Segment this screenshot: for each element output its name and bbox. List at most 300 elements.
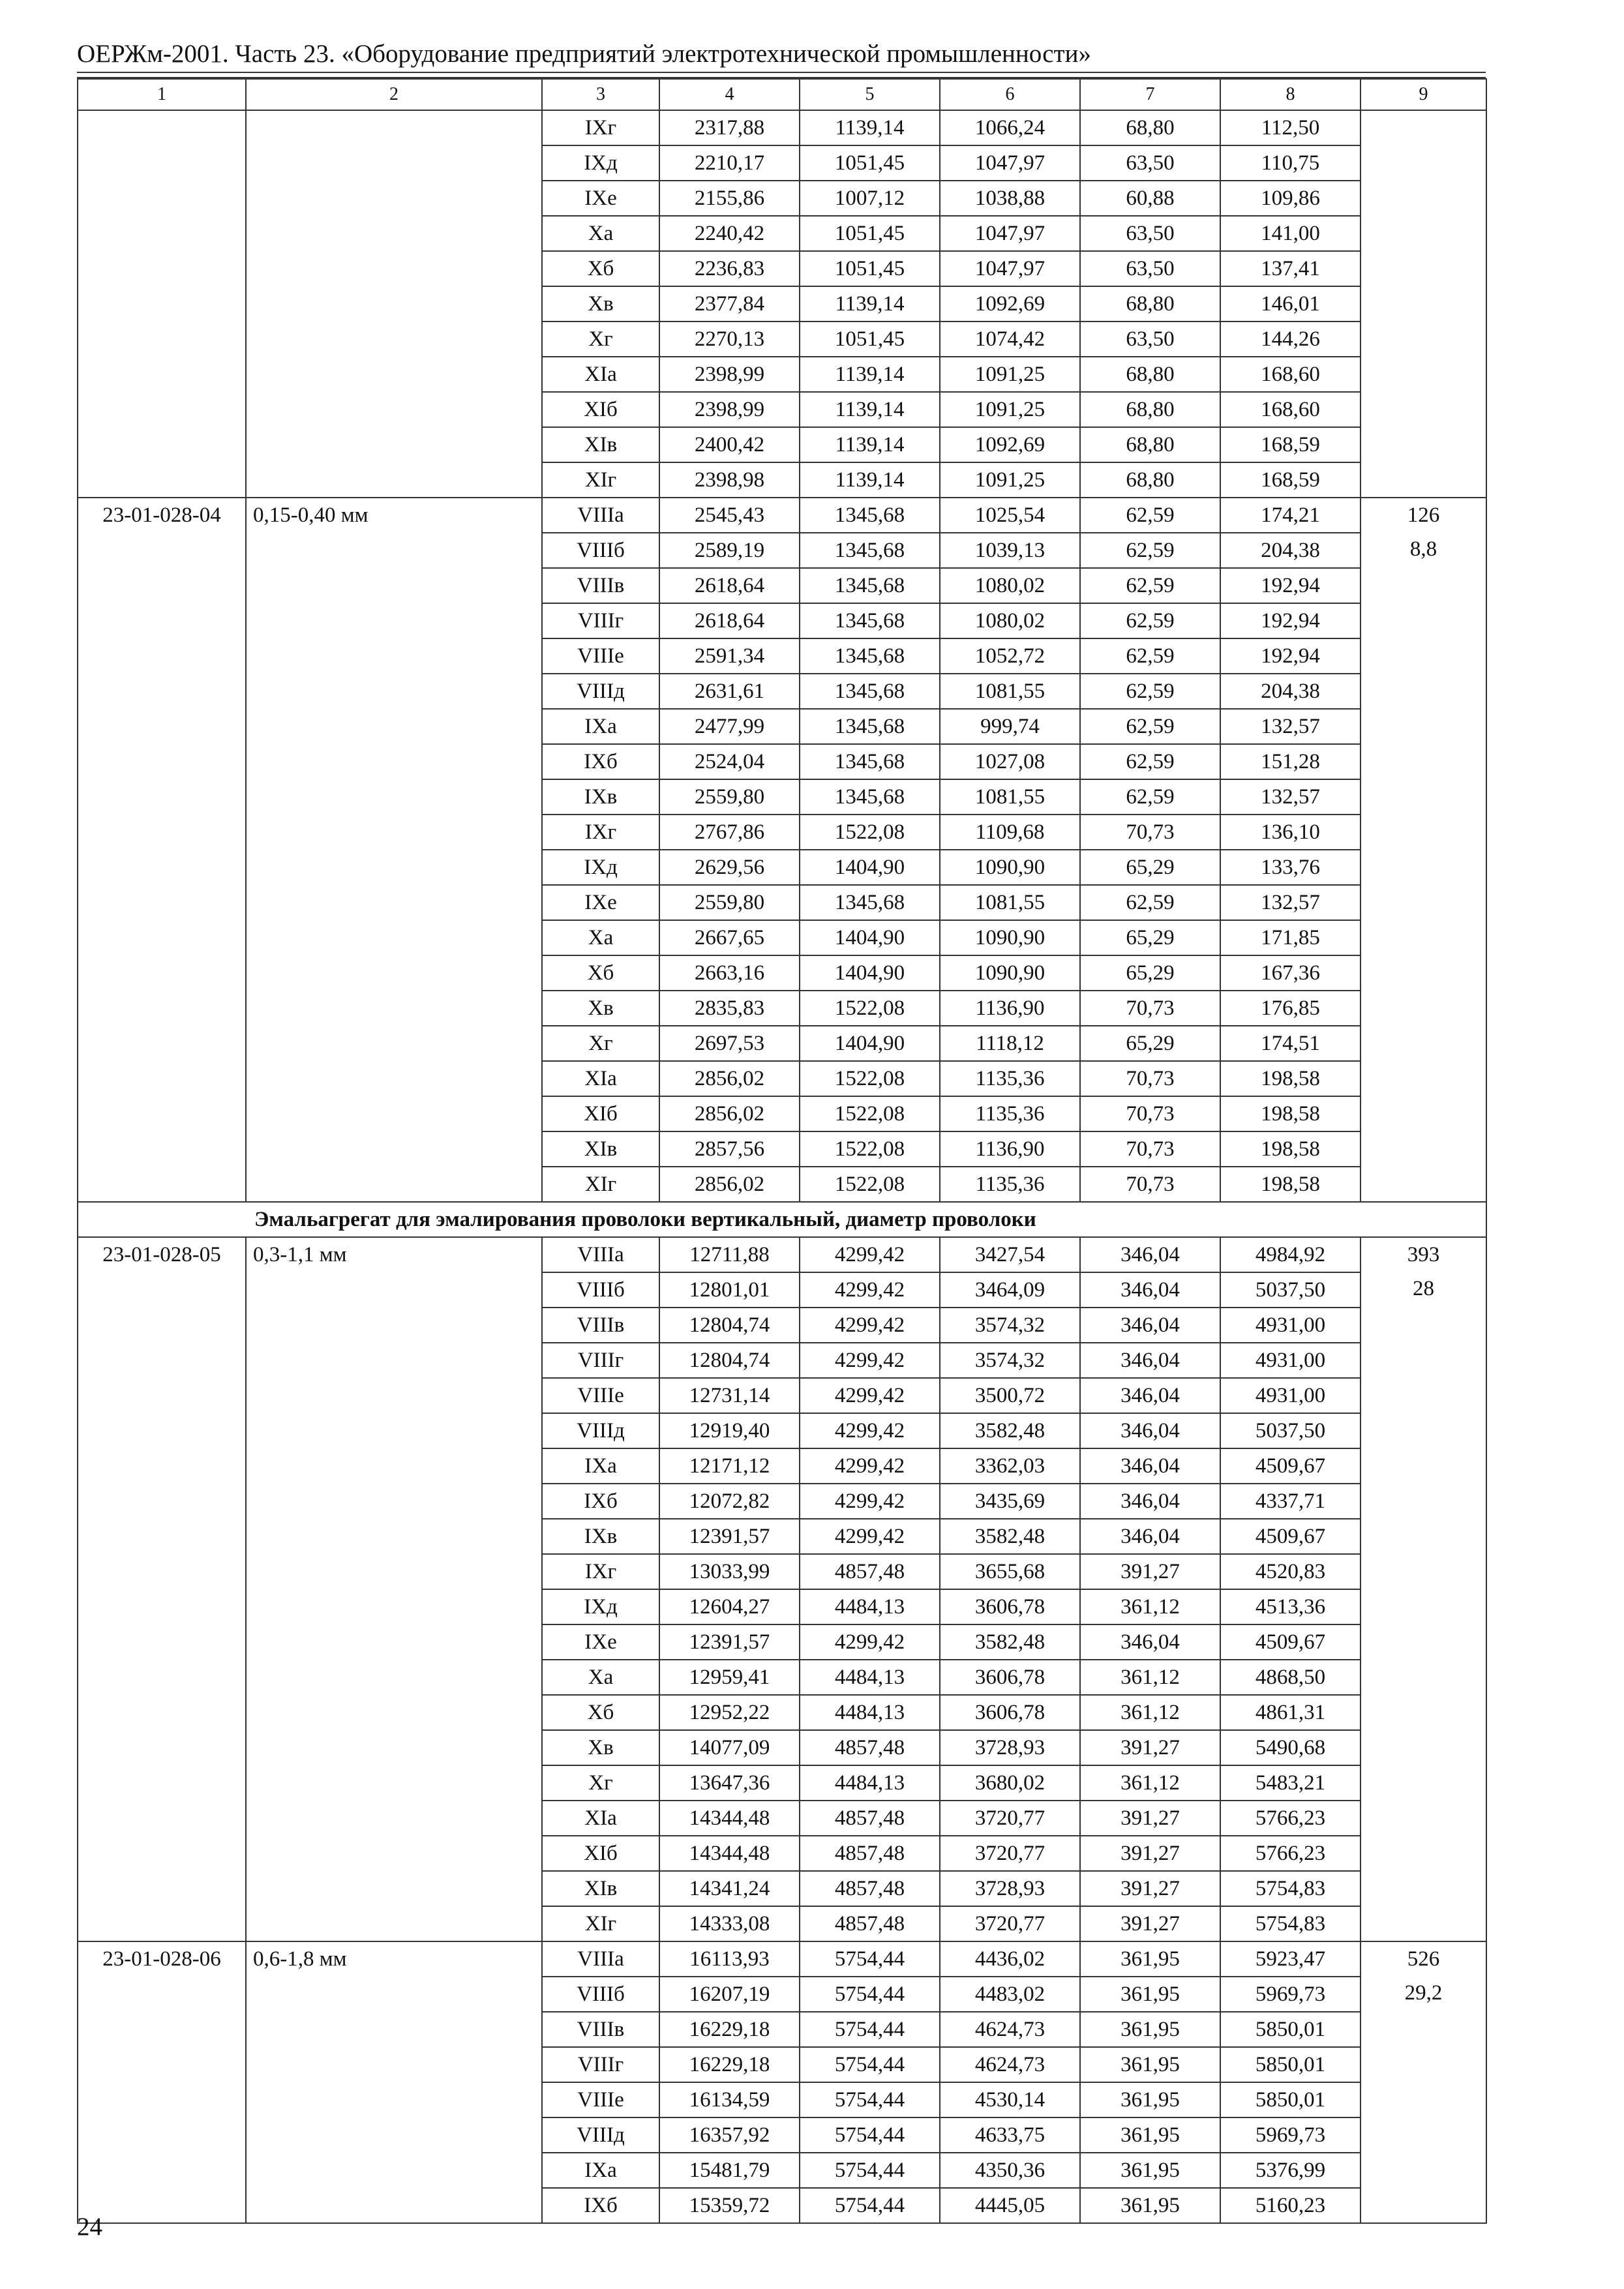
cost-machinist-wages: 65,29 (1080, 955, 1220, 991)
cost-materials: 132,57 (1220, 885, 1361, 920)
region-code: XIв (542, 1871, 659, 1906)
cost-machines: 1136,90 (940, 1131, 1080, 1167)
region-code: IXб (542, 744, 659, 779)
cost-machinist-wages: 391,27 (1080, 1836, 1220, 1871)
cost-machinist-wages: 391,27 (1080, 1554, 1220, 1589)
cost-machinist-wages: 391,27 (1080, 1906, 1220, 1941)
cost-materials: 5037,50 (1220, 1413, 1361, 1448)
labor-cost-value: 8,8 (1409, 537, 1437, 561)
cost-wages: 1139,14 (800, 357, 940, 392)
cost-wages: 1522,08 (800, 815, 940, 850)
cost-machines: 1091,25 (940, 357, 1080, 392)
cost-total: 13033,99 (659, 1554, 800, 1589)
region-code: IXг (542, 1554, 659, 1589)
cost-machines: 1027,08 (940, 744, 1080, 779)
region-code: VIIIа (542, 1941, 659, 1977)
cost-machinist-wages: 346,04 (1080, 1624, 1220, 1660)
region-code: VIIIв (542, 568, 659, 603)
cost-materials: 4861,31 (1220, 1695, 1361, 1730)
cost-machines: 1091,25 (940, 462, 1080, 498)
cost-machinist-wages: 361,95 (1080, 2153, 1220, 2188)
cost-machines: 1080,02 (940, 603, 1080, 638)
cost-materials: 192,94 (1220, 603, 1361, 638)
region-code: IXа (542, 1448, 659, 1484)
page-number: 24 (77, 2213, 102, 2241)
cost-wages: 1345,68 (800, 779, 940, 815)
cost-materials: 144,26 (1220, 322, 1361, 357)
cost-total: 2398,99 (659, 392, 800, 427)
cost-total: 2240,42 (659, 216, 800, 251)
item-code: 23-01-028-05 (78, 1237, 246, 1941)
cost-wages: 1522,08 (800, 1131, 940, 1167)
cost-materials: 5969,73 (1220, 2117, 1361, 2153)
region-code: XIг (542, 1167, 659, 1202)
column-number: 2 (246, 79, 542, 110)
cost-machines: 3427,54 (940, 1237, 1080, 1272)
cost-materials: 141,00 (1220, 216, 1361, 251)
region-code: Xг (542, 322, 659, 357)
cost-wages: 4299,42 (800, 1378, 940, 1413)
cost-wages: 1007,12 (800, 181, 940, 216)
cost-total: 12952,22 (659, 1695, 800, 1730)
labor-cost-value: 126 (1407, 503, 1440, 527)
page-header-title: ОЕРЖм-2001. Часть 23. «Оборудование предприятий электротехнической промышленности» (77, 40, 1091, 68)
region-code: Xв (542, 1730, 659, 1765)
cost-total: 12391,57 (659, 1624, 800, 1660)
cost-materials: 168,59 (1220, 462, 1361, 498)
cost-machines: 1081,55 (940, 885, 1080, 920)
region-code: IXв (542, 1519, 659, 1554)
cost-materials: 4513,36 (1220, 1589, 1361, 1624)
cost-wages: 1051,45 (800, 216, 940, 251)
cost-machines: 4483,02 (940, 1977, 1080, 2012)
cost-materials: 4520,83 (1220, 1554, 1361, 1589)
cost-materials: 192,94 (1220, 568, 1361, 603)
cost-machines: 4624,73 (940, 2047, 1080, 2082)
cost-wages: 1345,68 (800, 744, 940, 779)
cost-machinist-wages: 361,95 (1080, 2188, 1220, 2223)
cost-machines: 1135,36 (940, 1096, 1080, 1131)
cost-wages: 5754,44 (800, 2188, 940, 2223)
cost-total: 2618,64 (659, 568, 800, 603)
cost-wages: 1051,45 (800, 145, 940, 181)
cost-machines: 4530,14 (940, 2082, 1080, 2117)
cost-wages: 4299,42 (800, 1308, 940, 1343)
region-code: IXг (542, 815, 659, 850)
region-code: XIа (542, 357, 659, 392)
region-code: IXа (542, 709, 659, 744)
section-row (78, 1202, 1486, 1237)
region-code: VIIIе (542, 638, 659, 674)
cost-materials: 198,58 (1220, 1096, 1361, 1131)
cost-materials: 5490,68 (1220, 1730, 1361, 1765)
cost-materials: 4931,00 (1220, 1343, 1361, 1378)
cost-materials: 4509,67 (1220, 1448, 1361, 1484)
region-code: IXе (542, 181, 659, 216)
cost-machines: 1090,90 (940, 955, 1080, 991)
cost-machines: 3464,09 (940, 1272, 1080, 1308)
cost-machinist-wages: 65,29 (1080, 920, 1220, 955)
cost-total: 12959,41 (659, 1660, 800, 1695)
region-code: IXб (542, 1484, 659, 1519)
cost-machines: 1074,42 (940, 322, 1080, 357)
column-number-row (78, 79, 1486, 110)
cost-machinist-wages: 68,80 (1080, 392, 1220, 427)
cost-total: 16357,92 (659, 2117, 800, 2153)
region-code: IXе (542, 885, 659, 920)
cost-machines: 3606,78 (940, 1660, 1080, 1695)
item-description (246, 110, 542, 498)
cost-machinist-wages: 70,73 (1080, 1167, 1220, 1202)
cost-total: 16207,19 (659, 1977, 800, 2012)
cost-total: 2667,65 (659, 920, 800, 955)
cost-wages: 1345,68 (800, 568, 940, 603)
column-number: 9 (1361, 79, 1486, 110)
cost-machinist-wages: 361,95 (1080, 1941, 1220, 1977)
cost-materials: 5969,73 (1220, 1977, 1361, 2012)
cost-total: 2856,02 (659, 1167, 800, 1202)
cost-wages: 1139,14 (800, 462, 940, 498)
cost-wages: 1404,90 (800, 920, 940, 955)
cost-machinist-wages: 70,73 (1080, 815, 1220, 850)
cost-machinist-wages: 68,80 (1080, 357, 1220, 392)
cost-machinist-wages: 391,27 (1080, 1730, 1220, 1765)
cost-machines: 3435,69 (940, 1484, 1080, 1519)
cost-total: 16134,59 (659, 2082, 800, 2117)
cost-total: 2835,83 (659, 991, 800, 1026)
cost-machinist-wages: 70,73 (1080, 1131, 1220, 1167)
region-code: IXе (542, 1624, 659, 1660)
region-code: VIIIг (542, 2047, 659, 2082)
region-code: IXд (542, 1589, 659, 1624)
item-description: 0,6-1,8 мм (246, 1941, 542, 2223)
cost-materials: 198,58 (1220, 1131, 1361, 1167)
cost-wages: 1051,45 (800, 322, 940, 357)
cost-machinist-wages: 62,59 (1080, 603, 1220, 638)
region-code: VIIIе (542, 2082, 659, 2117)
region-code: IXд (542, 145, 659, 181)
cost-total: 2524,04 (659, 744, 800, 779)
labor-cost-value: 526 (1407, 1947, 1440, 1971)
cost-total: 2155,86 (659, 181, 800, 216)
table-row (78, 1941, 1486, 1977)
cost-total: 2317,88 (659, 110, 800, 145)
cost-wages: 5754,44 (800, 2012, 940, 2047)
cost-machines: 1038,88 (940, 181, 1080, 216)
cost-wages: 4857,48 (800, 1801, 940, 1836)
cost-wages: 1139,14 (800, 427, 940, 462)
region-code: VIIIв (542, 2012, 659, 2047)
cost-machines: 3680,02 (940, 1765, 1080, 1801)
region-code: Xг (542, 1765, 659, 1801)
region-code: VIIIв (542, 1308, 659, 1343)
cost-total: 2400,42 (659, 427, 800, 462)
cost-materials: 174,51 (1220, 1026, 1361, 1061)
cost-machinist-wages: 62,59 (1080, 533, 1220, 568)
cost-wages: 4857,48 (800, 1554, 940, 1589)
cost-machinist-wages: 68,80 (1080, 462, 1220, 498)
item-code (78, 110, 246, 498)
cost-machinist-wages: 62,59 (1080, 885, 1220, 920)
cost-machines: 3574,32 (940, 1343, 1080, 1378)
cost-machinist-wages: 68,80 (1080, 110, 1220, 145)
cost-total: 2236,83 (659, 251, 800, 286)
cost-materials: 112,50 (1220, 110, 1361, 145)
cost-machinist-wages: 62,59 (1080, 674, 1220, 709)
cost-wages: 1139,14 (800, 286, 940, 322)
region-code: Xг (542, 1026, 659, 1061)
cost-total: 2377,84 (659, 286, 800, 322)
labor-cost-value: 28 (1413, 1277, 1434, 1300)
cost-total: 2591,34 (659, 638, 800, 674)
region-code: XIб (542, 1836, 659, 1871)
item-description: 0,15-0,40 мм (246, 498, 542, 1202)
cost-materials: 4337,71 (1220, 1484, 1361, 1519)
cost-machines: 3582,48 (940, 1624, 1080, 1660)
cost-machinist-wages: 70,73 (1080, 1061, 1220, 1096)
cost-total: 2559,80 (659, 779, 800, 815)
cost-machinist-wages: 62,59 (1080, 709, 1220, 744)
cost-total: 2697,53 (659, 1026, 800, 1061)
cost-machines: 4436,02 (940, 1941, 1080, 1977)
cost-machines: 3582,48 (940, 1413, 1080, 1448)
cost-machinist-wages: 68,80 (1080, 427, 1220, 462)
region-code: XIв (542, 427, 659, 462)
cost-materials: 171,85 (1220, 920, 1361, 955)
cost-materials: 146,01 (1220, 286, 1361, 322)
column-number: 7 (1080, 79, 1220, 110)
cost-total: 12801,01 (659, 1272, 800, 1308)
cost-wages: 4484,13 (800, 1589, 940, 1624)
region-code: XIб (542, 392, 659, 427)
cost-machinist-wages: 391,27 (1080, 1871, 1220, 1906)
cost-total: 2477,99 (659, 709, 800, 744)
cost-total: 2398,98 (659, 462, 800, 498)
cost-wages: 4299,42 (800, 1237, 940, 1272)
cost-machines: 3574,32 (940, 1308, 1080, 1343)
cost-machines: 1052,72 (940, 638, 1080, 674)
cost-total: 2857,56 (659, 1131, 800, 1167)
column-number: 1 (78, 79, 246, 110)
cost-wages: 4857,48 (800, 1906, 940, 1941)
cost-wages: 1139,14 (800, 392, 940, 427)
labor-cost-cell (1361, 1941, 1486, 2223)
cost-materials: 4931,00 (1220, 1308, 1361, 1343)
cost-total: 2663,16 (659, 955, 800, 991)
region-code: VIIIг (542, 1343, 659, 1378)
cost-materials: 198,58 (1220, 1167, 1361, 1202)
cost-machines: 1092,69 (940, 427, 1080, 462)
cost-total: 16229,18 (659, 2047, 800, 2082)
cost-total: 2270,13 (659, 322, 800, 357)
cost-machines: 3606,78 (940, 1695, 1080, 1730)
region-code: Xа (542, 216, 659, 251)
region-code: IXа (542, 2153, 659, 2188)
cost-wages: 1139,14 (800, 110, 940, 145)
cost-materials: 4984,92 (1220, 1237, 1361, 1272)
cost-machinist-wages: 70,73 (1080, 1096, 1220, 1131)
header-rule (77, 72, 1486, 73)
cost-total: 2398,99 (659, 357, 800, 392)
cost-machines: 1109,68 (940, 815, 1080, 850)
region-code: VIIIб (542, 533, 659, 568)
item-code: 23-01-028-06 (78, 1941, 246, 2223)
cost-materials: 5923,47 (1220, 1941, 1361, 1977)
cost-machines: 1092,69 (940, 286, 1080, 322)
cost-machinist-wages: 65,29 (1080, 1026, 1220, 1061)
cost-total: 12391,57 (659, 1519, 800, 1554)
cost-machinist-wages: 346,04 (1080, 1519, 1220, 1554)
cost-total: 12804,74 (659, 1308, 800, 1343)
cost-machines: 1135,36 (940, 1061, 1080, 1096)
cost-materials: 5766,23 (1220, 1801, 1361, 1836)
cost-total: 2210,17 (659, 145, 800, 181)
cost-machines: 3728,93 (940, 1871, 1080, 1906)
cost-materials: 133,76 (1220, 850, 1361, 885)
cost-machines: 4350,36 (940, 2153, 1080, 2188)
region-code: XIв (542, 1131, 659, 1167)
column-number: 3 (542, 79, 659, 110)
cost-machinist-wages: 63,50 (1080, 216, 1220, 251)
cost-wages: 1345,68 (800, 885, 940, 920)
cost-wages: 4299,42 (800, 1624, 940, 1660)
cost-total: 12604,27 (659, 1589, 800, 1624)
cost-machinist-wages: 361,95 (1080, 2117, 1220, 2153)
cost-machines: 1090,90 (940, 850, 1080, 885)
cost-machines: 1081,55 (940, 674, 1080, 709)
cost-wages: 4299,42 (800, 1343, 940, 1378)
cost-machinist-wages: 62,59 (1080, 568, 1220, 603)
cost-machines: 1135,36 (940, 1167, 1080, 1202)
region-code: VIIIа (542, 498, 659, 533)
cost-total: 12072,82 (659, 1484, 800, 1519)
cost-materials: 5850,01 (1220, 2047, 1361, 2082)
cost-materials: 132,57 (1220, 779, 1361, 815)
cost-materials: 176,85 (1220, 991, 1361, 1026)
region-code: Xа (542, 1660, 659, 1695)
cost-wages: 4857,48 (800, 1836, 940, 1871)
region-code: XIг (542, 1906, 659, 1941)
column-number: 5 (800, 79, 940, 110)
cost-machinist-wages: 361,95 (1080, 2012, 1220, 2047)
cost-machines: 3720,77 (940, 1836, 1080, 1871)
cost-wages: 1345,68 (800, 638, 940, 674)
cost-materials: 198,58 (1220, 1061, 1361, 1096)
cost-machinist-wages: 346,04 (1080, 1484, 1220, 1519)
cost-materials: 168,60 (1220, 392, 1361, 427)
cost-materials: 137,41 (1220, 251, 1361, 286)
cost-materials: 5160,23 (1220, 2188, 1361, 2223)
cost-materials: 136,10 (1220, 815, 1361, 850)
cost-materials: 168,60 (1220, 357, 1361, 392)
cost-machinist-wages: 63,50 (1080, 322, 1220, 357)
cost-machinist-wages: 361,12 (1080, 1589, 1220, 1624)
cost-total: 15481,79 (659, 2153, 800, 2188)
cost-materials: 4509,67 (1220, 1519, 1361, 1554)
cost-machines: 1047,97 (940, 145, 1080, 181)
cost-machines: 1118,12 (940, 1026, 1080, 1061)
cost-wages: 4299,42 (800, 1484, 940, 1519)
region-code: VIIIе (542, 1378, 659, 1413)
cost-total: 2545,43 (659, 498, 800, 533)
column-number: 4 (659, 79, 800, 110)
region-code: VIIIб (542, 1977, 659, 2012)
section-title: Эмальагрегат для эмалирования проволоки вертикальный, диаметр проволоки (78, 1202, 1486, 1237)
cost-machines: 3582,48 (940, 1519, 1080, 1554)
cost-materials: 5754,83 (1220, 1871, 1361, 1906)
cost-wages: 1404,90 (800, 1026, 940, 1061)
cost-materials: 168,59 (1220, 427, 1361, 462)
cost-total: 12804,74 (659, 1343, 800, 1378)
cost-wages: 1051,45 (800, 251, 940, 286)
cost-total: 12919,40 (659, 1413, 800, 1448)
cost-wages: 5754,44 (800, 2082, 940, 2117)
region-code: XIб (542, 1096, 659, 1131)
cost-wages: 4299,42 (800, 1413, 940, 1448)
cost-materials: 151,28 (1220, 744, 1361, 779)
cost-machinist-wages: 63,50 (1080, 145, 1220, 181)
cost-materials: 174,21 (1220, 498, 1361, 533)
cost-machines: 1081,55 (940, 779, 1080, 815)
region-code: IXг (542, 110, 659, 145)
cost-materials: 5754,83 (1220, 1906, 1361, 1941)
cost-machinist-wages: 65,29 (1080, 850, 1220, 885)
region-code: XIг (542, 462, 659, 498)
cost-wages: 1522,08 (800, 1061, 940, 1096)
cost-wages: 1345,68 (800, 674, 940, 709)
cost-wages: 4857,48 (800, 1730, 940, 1765)
region-code: Xа (542, 920, 659, 955)
cost-total: 14333,08 (659, 1906, 800, 1941)
cost-wages: 4484,13 (800, 1660, 940, 1695)
cost-materials: 5376,99 (1220, 2153, 1361, 2188)
cost-machinist-wages: 391,27 (1080, 1801, 1220, 1836)
region-code: IXв (542, 779, 659, 815)
column-number: 6 (940, 79, 1080, 110)
region-code: Xб (542, 251, 659, 286)
cost-materials: 5766,23 (1220, 1836, 1361, 1871)
cost-total: 12731,14 (659, 1378, 800, 1413)
cost-total: 2631,61 (659, 674, 800, 709)
cost-machines: 4445,05 (940, 2188, 1080, 2223)
cost-wages: 1345,68 (800, 533, 940, 568)
cost-machines: 4633,75 (940, 2117, 1080, 2153)
cost-total: 14344,48 (659, 1836, 800, 1871)
cost-materials: 4509,67 (1220, 1624, 1361, 1660)
cost-materials: 167,36 (1220, 955, 1361, 991)
region-code: VIIIб (542, 1272, 659, 1308)
cost-machinist-wages: 346,04 (1080, 1413, 1220, 1448)
region-code: XIа (542, 1061, 659, 1096)
cost-machinist-wages: 346,04 (1080, 1378, 1220, 1413)
cost-wages: 5754,44 (800, 2153, 940, 2188)
cost-wages: 4299,42 (800, 1272, 940, 1308)
cost-wages: 4857,48 (800, 1871, 940, 1906)
cost-machines: 3655,68 (940, 1554, 1080, 1589)
cost-wages: 4484,13 (800, 1765, 940, 1801)
labor-cost-cell (1361, 110, 1486, 498)
cost-machinist-wages: 63,50 (1080, 251, 1220, 286)
cost-machinist-wages: 70,73 (1080, 991, 1220, 1026)
cost-total: 2559,80 (659, 885, 800, 920)
cost-machines: 1066,24 (940, 110, 1080, 145)
cost-machinist-wages: 346,04 (1080, 1343, 1220, 1378)
cost-total: 13647,36 (659, 1765, 800, 1801)
labor-cost-value: 393 (1407, 1243, 1440, 1266)
cost-machines: 1091,25 (940, 392, 1080, 427)
cost-total: 14341,24 (659, 1871, 800, 1906)
cost-machinist-wages: 62,59 (1080, 498, 1220, 533)
